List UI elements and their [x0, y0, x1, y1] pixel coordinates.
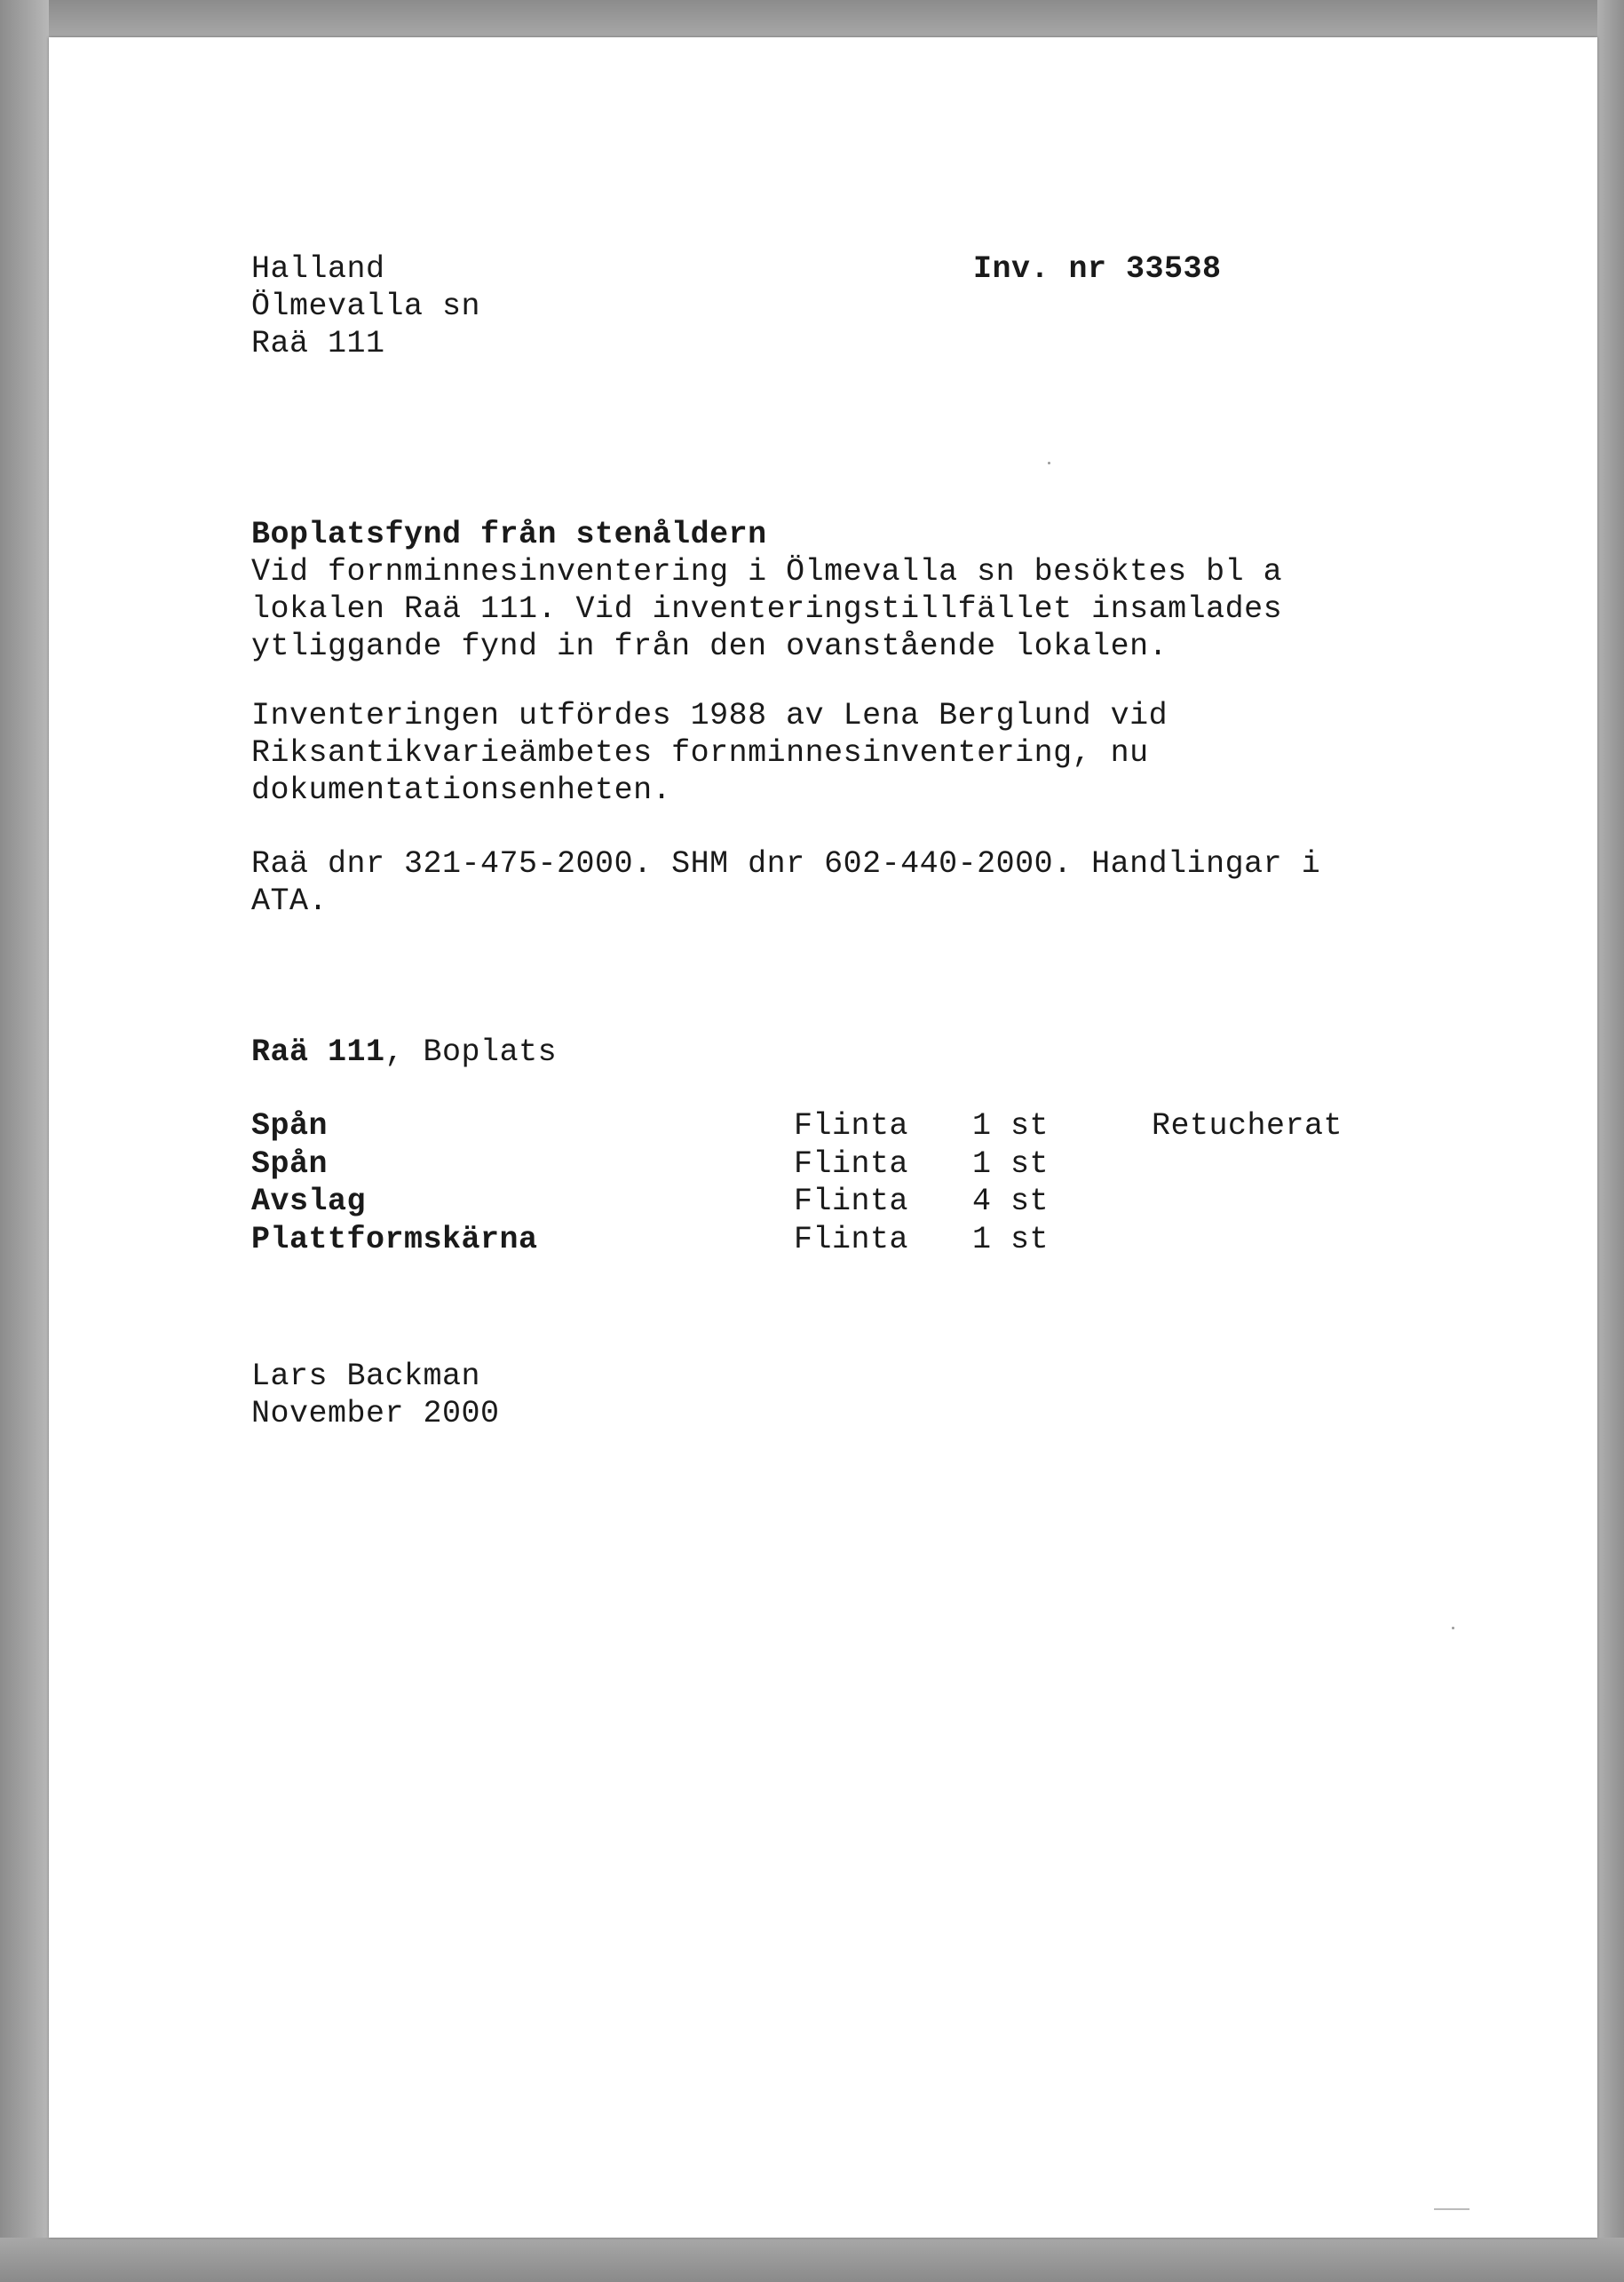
signature-date: November 2000 [251, 1396, 500, 1431]
site-separator: , [384, 1034, 405, 1070]
author-name: Lars Backman [251, 1359, 481, 1394]
scan-mark [1434, 2208, 1470, 2210]
site-type: Boplats [404, 1034, 558, 1070]
find-object: Avslag [251, 1184, 367, 1219]
scan-border-right [1597, 0, 1624, 2282]
find-note [1152, 1221, 1418, 1259]
find-count: 1 st [972, 1145, 1050, 1182]
location-province: Halland [251, 251, 385, 287]
find-material: Flinta [794, 1145, 909, 1182]
scan-speck [1048, 462, 1050, 464]
scan-border-top [0, 0, 1624, 37]
table-row [251, 1183, 1418, 1221]
find-object: Spån [251, 1108, 329, 1144]
document-heading: Boplatsfynd från stenåldern [251, 517, 767, 552]
site-name: Raä 111 [251, 1034, 385, 1070]
finds-table [251, 1107, 1418, 1258]
find-material: Flinta [794, 1108, 909, 1144]
table-row [251, 1145, 1418, 1184]
text-line: Riksantikvarieämbetes fornminnesinventering, nu [251, 735, 1149, 771]
table-row [251, 1221, 1418, 1259]
scan-border-bottom [0, 2238, 1624, 2282]
text-line: lokalen Raä 111. Vid inventeringstillfället insamlades [251, 591, 1283, 627]
find-object: Plattformskärna [251, 1221, 538, 1257]
find-count: 4 st [972, 1184, 1050, 1219]
inventory-number: Inv. nr 33538 [973, 251, 1222, 287]
text-line: dokumentationsenheten. [251, 773, 672, 808]
location-site-number: Raä 111 [251, 326, 385, 361]
find-count: 1 st [972, 1221, 1050, 1257]
location-parish: Ölmevalla sn [251, 289, 481, 324]
text-line: Raä dnr 321-475-2000. SHM dnr 602-440-2000. Handlingar i [251, 846, 1321, 882]
text-line: ATA. [251, 883, 329, 919]
scan-speck [1452, 1627, 1454, 1629]
find-object: Spån [251, 1145, 329, 1182]
site-title [251, 1034, 557, 1071]
document-page [49, 37, 1597, 2238]
text-line: ytliggande fynd in från den ovanstående lokalen. [251, 629, 1168, 664]
find-note [1152, 1183, 1418, 1221]
find-note: Retucherat [1152, 1108, 1343, 1144]
find-note [1152, 1145, 1418, 1184]
text-line: Vid fornminnesinventering i Ölmevalla sn besöktes bl a [251, 554, 1283, 590]
table-row [251, 1107, 1418, 1145]
find-count: 1 st [972, 1108, 1050, 1144]
find-material: Flinta [794, 1221, 909, 1257]
text-line: Inventeringen utfördes 1988 av Lena Berglund vid [251, 698, 1168, 733]
scan-border-left [0, 0, 49, 2282]
find-material: Flinta [794, 1184, 909, 1219]
